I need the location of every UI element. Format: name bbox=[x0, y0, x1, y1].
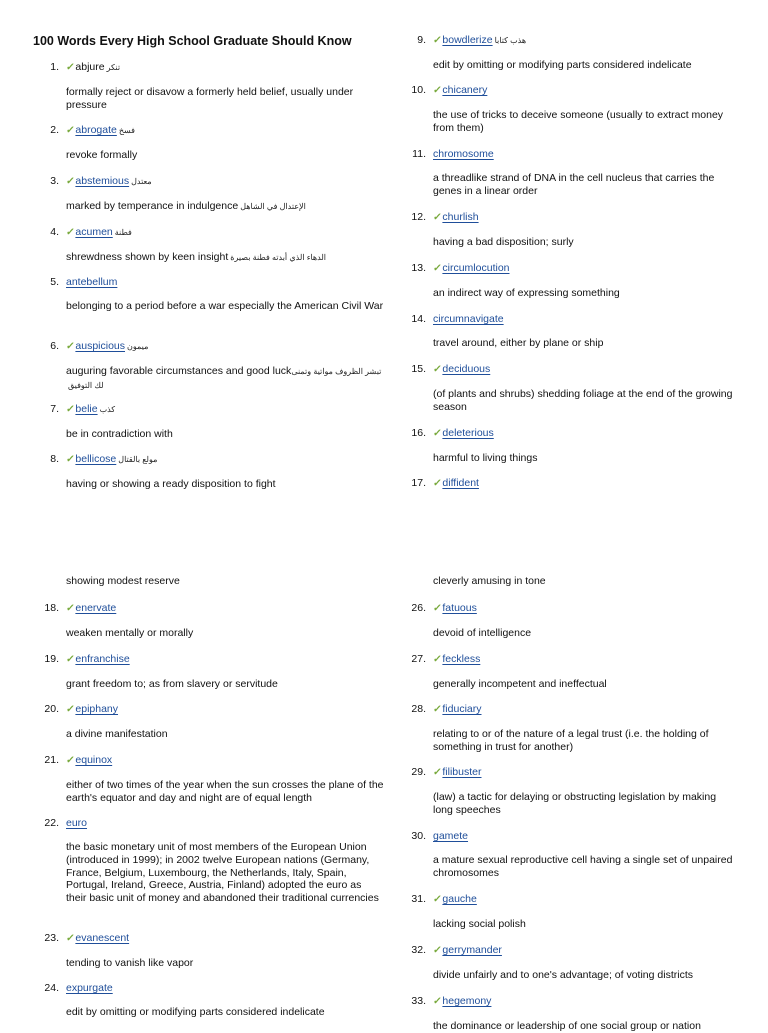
word-entry bbox=[411, 601, 733, 640]
definition-text: a mature sexual reproductive cell having a single set of unpaired chromosomes bbox=[433, 854, 733, 879]
word-link[interactable]: belie bbox=[75, 403, 98, 415]
definition bbox=[66, 957, 384, 970]
word-link[interactable]: feckless bbox=[442, 653, 481, 665]
checkmark-icon: ✓ bbox=[432, 428, 443, 439]
word-line bbox=[66, 601, 384, 616]
definition-text: grant freedom to; as from slavery or servitude bbox=[66, 678, 278, 690]
word-line bbox=[66, 174, 384, 189]
checkmark-icon: ✓ bbox=[432, 945, 443, 956]
checkmark-icon: ✓ bbox=[65, 62, 76, 73]
word-entry bbox=[411, 261, 733, 300]
entry-number: 19. bbox=[44, 653, 59, 665]
word-entry bbox=[50, 452, 384, 491]
definition bbox=[433, 627, 733, 640]
word-link[interactable]: hegemony bbox=[442, 995, 492, 1007]
word-entry bbox=[411, 362, 733, 414]
definition-text: weaken mentally or morally bbox=[66, 627, 194, 639]
word-link[interactable]: chicanery bbox=[442, 84, 488, 96]
entry-number: 28. bbox=[411, 703, 426, 715]
definition bbox=[433, 172, 733, 198]
definition-text: lacking social polish bbox=[433, 918, 526, 930]
word-line bbox=[433, 765, 733, 780]
definition bbox=[433, 236, 733, 249]
definition-text: divide unfairly and to one's advantage; of voting districts bbox=[433, 969, 693, 981]
word-entry bbox=[44, 601, 384, 640]
arabic-translation: تنكر bbox=[106, 63, 121, 72]
checkmark-icon: ✓ bbox=[432, 263, 443, 274]
checkmark-icon: ✓ bbox=[65, 454, 76, 465]
word-link[interactable]: filibuster bbox=[442, 766, 482, 778]
word-entry bbox=[411, 652, 733, 691]
word-line bbox=[433, 33, 733, 48]
entry-number: 7. bbox=[50, 403, 59, 415]
word-line bbox=[433, 601, 733, 616]
definition bbox=[66, 627, 384, 640]
definition bbox=[66, 478, 384, 491]
word-entry bbox=[411, 476, 733, 491]
checkmark-icon: ✓ bbox=[432, 894, 443, 905]
definition-text: edit by omitting or modifying parts considered indelicate bbox=[66, 1006, 325, 1018]
word-entry bbox=[44, 816, 384, 905]
definition-text: revoke formally bbox=[66, 149, 138, 161]
arabic-translation: مولع بالقتال bbox=[118, 455, 158, 464]
checkmark-icon: ✓ bbox=[65, 603, 76, 614]
definition-text: the basic monetary unit of most members of the European Union (introduced in 1999); in 2002 twelve European nations (Germany, France, Belgium, Luxembourg, the Netherlands, Italy, Spain, Portugal, Ireland, Greece, Austria, Finland) adopted the euro as their basic unit of money and abandoned their traditional currencies bbox=[66, 841, 379, 905]
word-line bbox=[66, 702, 384, 717]
word-line bbox=[66, 816, 384, 830]
entry-number: 31. bbox=[411, 893, 426, 905]
word-entry bbox=[411, 892, 733, 931]
word-line bbox=[433, 829, 733, 843]
word-line bbox=[66, 60, 384, 75]
checkmark-icon: ✓ bbox=[65, 404, 76, 415]
checkmark-icon: ✓ bbox=[65, 176, 76, 187]
word-link[interactable]: auspicious bbox=[75, 340, 126, 352]
checkmark-icon: ✓ bbox=[65, 341, 76, 352]
entry-number: 26. bbox=[411, 602, 426, 614]
word-line bbox=[433, 994, 733, 1009]
definition-text: marked by temperance in indulgence bbox=[66, 200, 239, 212]
entry-number: 32. bbox=[411, 944, 426, 956]
word-line bbox=[66, 402, 384, 417]
word-link[interactable]: deciduous bbox=[442, 363, 491, 375]
arabic-translation: كذب bbox=[99, 405, 116, 414]
word-line bbox=[433, 312, 733, 326]
definition bbox=[433, 969, 733, 982]
entry-number: 15. bbox=[411, 363, 426, 375]
continued-definition: showing modest reserve bbox=[66, 575, 180, 587]
arabic-translation: معتدل bbox=[131, 177, 152, 186]
word-link[interactable]: evanescent bbox=[75, 932, 130, 944]
word-link[interactable]: equinox bbox=[75, 754, 113, 766]
entry-number: 4. bbox=[50, 226, 59, 238]
definition-text: a divine manifestation bbox=[66, 728, 168, 740]
definition bbox=[433, 1020, 733, 1033]
definition bbox=[433, 287, 733, 300]
word-entry bbox=[411, 312, 733, 350]
word-line bbox=[433, 426, 733, 441]
word-link[interactable]: acumen bbox=[75, 226, 113, 238]
definition-text: (of plants and shrubs) shedding foliage at the end of the growing season bbox=[433, 388, 733, 413]
entry-number: 21. bbox=[44, 754, 59, 766]
word-entry bbox=[411, 702, 733, 754]
word-entry bbox=[411, 943, 733, 982]
definition-text: relating to or of the nature of a legal trust (i.e. the holding of something in trust for another) bbox=[433, 728, 709, 753]
entry-number: 24. bbox=[44, 982, 59, 994]
word-line bbox=[433, 943, 733, 958]
word-link[interactable]: gerrymander bbox=[442, 944, 502, 956]
word-entry bbox=[411, 210, 733, 249]
checkmark-icon: ✓ bbox=[65, 654, 76, 665]
definition bbox=[66, 149, 384, 162]
word-link[interactable]: diffident bbox=[442, 477, 479, 489]
definition-text: belonging to a period before a war especially the American Civil War bbox=[66, 300, 384, 312]
word-link[interactable]: fiduciary bbox=[442, 703, 482, 715]
definition-text: either of two times of the year when the sun crosses the plane of the earth's equator and day and night are of equal length bbox=[66, 779, 384, 804]
entry-number: 13. bbox=[411, 262, 426, 274]
definition-text: tending to vanish like vapor bbox=[66, 957, 194, 969]
definition bbox=[66, 678, 384, 691]
word-link[interactable]: euro bbox=[66, 817, 88, 829]
entry-number: 9. bbox=[417, 34, 426, 46]
word-entry bbox=[50, 123, 384, 162]
word-line bbox=[66, 981, 384, 995]
word-entry bbox=[50, 174, 384, 214]
word-line bbox=[66, 123, 384, 138]
word-link[interactable]: deleterious bbox=[442, 427, 494, 439]
checkmark-icon: ✓ bbox=[432, 35, 443, 46]
continued-definition: cleverly amusing in tone bbox=[433, 575, 546, 587]
word-entry bbox=[50, 225, 384, 265]
definition-text: (law) a tactic for delaying or obstructing legislation by making long speeches bbox=[433, 791, 717, 816]
entry-number: 3. bbox=[50, 175, 59, 187]
entry-number: 23. bbox=[44, 932, 59, 944]
entry-number: 17. bbox=[411, 477, 426, 489]
arabic-translation: فطنة bbox=[114, 228, 132, 237]
checkmark-icon: ✓ bbox=[65, 933, 76, 944]
word-link[interactable]: epiphany bbox=[75, 703, 119, 715]
entry-number: 10. bbox=[411, 84, 426, 96]
definition bbox=[66, 779, 384, 805]
word-link[interactable]: bellicose bbox=[75, 453, 117, 465]
entry-number: 27. bbox=[411, 653, 426, 665]
word-link[interactable]: chromosome bbox=[433, 148, 494, 160]
entry-number: 20. bbox=[44, 703, 59, 715]
word-link[interactable]: abrogate bbox=[75, 124, 117, 136]
word-text: abjure bbox=[75, 61, 105, 73]
entry-number: 1. bbox=[50, 61, 59, 73]
definition-text: an indirect way of expressing something bbox=[433, 287, 620, 299]
entry-number: 18. bbox=[44, 602, 59, 614]
checkmark-icon: ✓ bbox=[65, 227, 76, 238]
word-line bbox=[433, 652, 733, 667]
definition bbox=[66, 251, 384, 265]
definition bbox=[66, 428, 384, 441]
definition bbox=[66, 1006, 384, 1019]
entry-number: 14. bbox=[411, 313, 426, 325]
definition-text: formally reject or disavow a formerly held belief, usually under pressure bbox=[66, 86, 354, 111]
entry-number: 22. bbox=[44, 817, 59, 829]
definition bbox=[433, 337, 733, 350]
word-entry bbox=[411, 426, 733, 465]
word-entry bbox=[411, 83, 733, 135]
word-line bbox=[433, 476, 733, 491]
definition-text: having a bad disposition; surly bbox=[433, 236, 574, 248]
word-line bbox=[66, 275, 384, 289]
page-title: 100 Words Every High School Graduate Should Know bbox=[33, 34, 352, 48]
arabic-translation: هذب كتابا bbox=[494, 36, 527, 45]
definition-text: shrewdness shown by keen insight bbox=[66, 251, 229, 263]
checkmark-icon: ✓ bbox=[432, 603, 443, 614]
definition bbox=[433, 728, 733, 754]
word-link[interactable]: expurgate bbox=[66, 982, 113, 994]
definition bbox=[433, 678, 733, 691]
word-line bbox=[433, 702, 733, 717]
definition-text: harmful to living things bbox=[433, 452, 538, 464]
definition bbox=[433, 109, 733, 135]
word-entry bbox=[44, 931, 384, 970]
word-line bbox=[66, 931, 384, 946]
definition-text: generally incompetent and ineffectual bbox=[433, 678, 607, 690]
word-entry bbox=[411, 765, 733, 817]
definition bbox=[66, 200, 384, 214]
checkmark-icon: ✓ bbox=[432, 996, 443, 1007]
definition bbox=[433, 854, 733, 880]
definition bbox=[433, 388, 733, 414]
checkmark-icon: ✓ bbox=[432, 85, 443, 96]
entry-number: 6. bbox=[50, 340, 59, 352]
word-link[interactable]: abstemious bbox=[75, 175, 130, 187]
definition bbox=[66, 300, 384, 313]
arabic-translation: فسخ bbox=[118, 126, 135, 135]
definition-text: edit by omitting or modifying parts considered indelicate bbox=[433, 59, 692, 71]
word-entry bbox=[417, 33, 733, 72]
arabic-definition: الدهاء الذي أبدته فطنة بصيرة bbox=[230, 253, 326, 262]
entry-number: 16. bbox=[411, 427, 426, 439]
word-entry bbox=[50, 60, 384, 112]
word-line bbox=[433, 83, 733, 98]
word-line bbox=[66, 753, 384, 768]
definition bbox=[66, 841, 384, 905]
word-link[interactable]: gauche bbox=[442, 893, 477, 905]
checkmark-icon: ✓ bbox=[65, 704, 76, 715]
checkmark-icon: ✓ bbox=[432, 212, 443, 223]
word-entry bbox=[412, 147, 733, 198]
definition bbox=[66, 86, 384, 112]
word-link[interactable]: churlish bbox=[442, 211, 479, 223]
definition bbox=[66, 728, 384, 741]
definition-text: a threadlike strand of DNA in the cell nucleus that carries the genes in a linear order bbox=[433, 172, 715, 197]
word-entry bbox=[411, 994, 733, 1033]
checkmark-icon: ✓ bbox=[65, 755, 76, 766]
definition bbox=[433, 452, 733, 465]
word-link[interactable]: enfranchise bbox=[75, 653, 130, 665]
definition-text: the use of tricks to deceive someone (usually to extract money from them) bbox=[433, 109, 724, 134]
word-line bbox=[66, 652, 384, 667]
word-line bbox=[66, 452, 384, 467]
word-link[interactable]: circumlocution bbox=[442, 262, 510, 274]
checkmark-icon: ✓ bbox=[65, 125, 76, 136]
word-link[interactable]: antebellum bbox=[66, 276, 118, 288]
word-link[interactable]: fatuous bbox=[442, 602, 477, 614]
word-line bbox=[66, 225, 384, 240]
word-link[interactable]: enervate bbox=[75, 602, 117, 614]
definition bbox=[433, 918, 733, 931]
entry-number: 8. bbox=[50, 453, 59, 465]
entry-number: 30. bbox=[411, 830, 426, 842]
checkmark-icon: ✓ bbox=[432, 654, 443, 665]
definition-text: travel around, either by plane or ship bbox=[433, 337, 604, 349]
word-line bbox=[433, 147, 733, 161]
word-entry bbox=[44, 652, 384, 691]
definition-text: devoid of intelligence bbox=[433, 627, 532, 639]
arabic-definition: تبشر الظروف مواتية وتمنى لك التوفيق bbox=[68, 367, 382, 390]
word-line bbox=[433, 261, 733, 276]
checkmark-icon: ✓ bbox=[432, 478, 443, 489]
word-line bbox=[66, 339, 384, 354]
definition bbox=[66, 365, 384, 393]
entry-number: 11. bbox=[412, 148, 426, 160]
word-line bbox=[433, 892, 733, 907]
word-line bbox=[433, 362, 733, 377]
entry-number: 33. bbox=[411, 995, 426, 1007]
arabic-translation: ميمون bbox=[127, 342, 149, 351]
definition-text: auguring favorable circumstances and good luck bbox=[66, 365, 292, 377]
checkmark-icon: ✓ bbox=[432, 364, 443, 375]
entry-number: 29. bbox=[411, 766, 426, 778]
word-entry bbox=[50, 339, 384, 393]
definition bbox=[433, 59, 733, 72]
entry-number: 2. bbox=[50, 124, 59, 136]
word-entry bbox=[44, 702, 384, 741]
word-link[interactable]: bowdlerize bbox=[442, 34, 493, 46]
word-link[interactable]: circumnavigate bbox=[433, 313, 504, 325]
word-entry bbox=[44, 753, 384, 805]
word-entry bbox=[44, 981, 384, 1019]
checkmark-icon: ✓ bbox=[432, 704, 443, 715]
word-link[interactable]: gamete bbox=[433, 830, 469, 842]
definition-text: the dominance or leadership of one social group or nation bbox=[433, 1020, 701, 1032]
word-entry bbox=[50, 275, 384, 313]
definition bbox=[433, 791, 733, 817]
arabic-definition: الإعتدال في الشاهل bbox=[240, 202, 306, 211]
entry-number: 12. bbox=[411, 211, 426, 223]
word-entry bbox=[50, 402, 384, 441]
word-entry bbox=[411, 829, 733, 880]
checkmark-icon: ✓ bbox=[432, 767, 443, 778]
entry-number: 5. bbox=[50, 276, 59, 288]
word-line bbox=[433, 210, 733, 225]
definition-text: be in contradiction with bbox=[66, 428, 173, 440]
definition-text: having or showing a ready disposition to fight bbox=[66, 478, 276, 490]
